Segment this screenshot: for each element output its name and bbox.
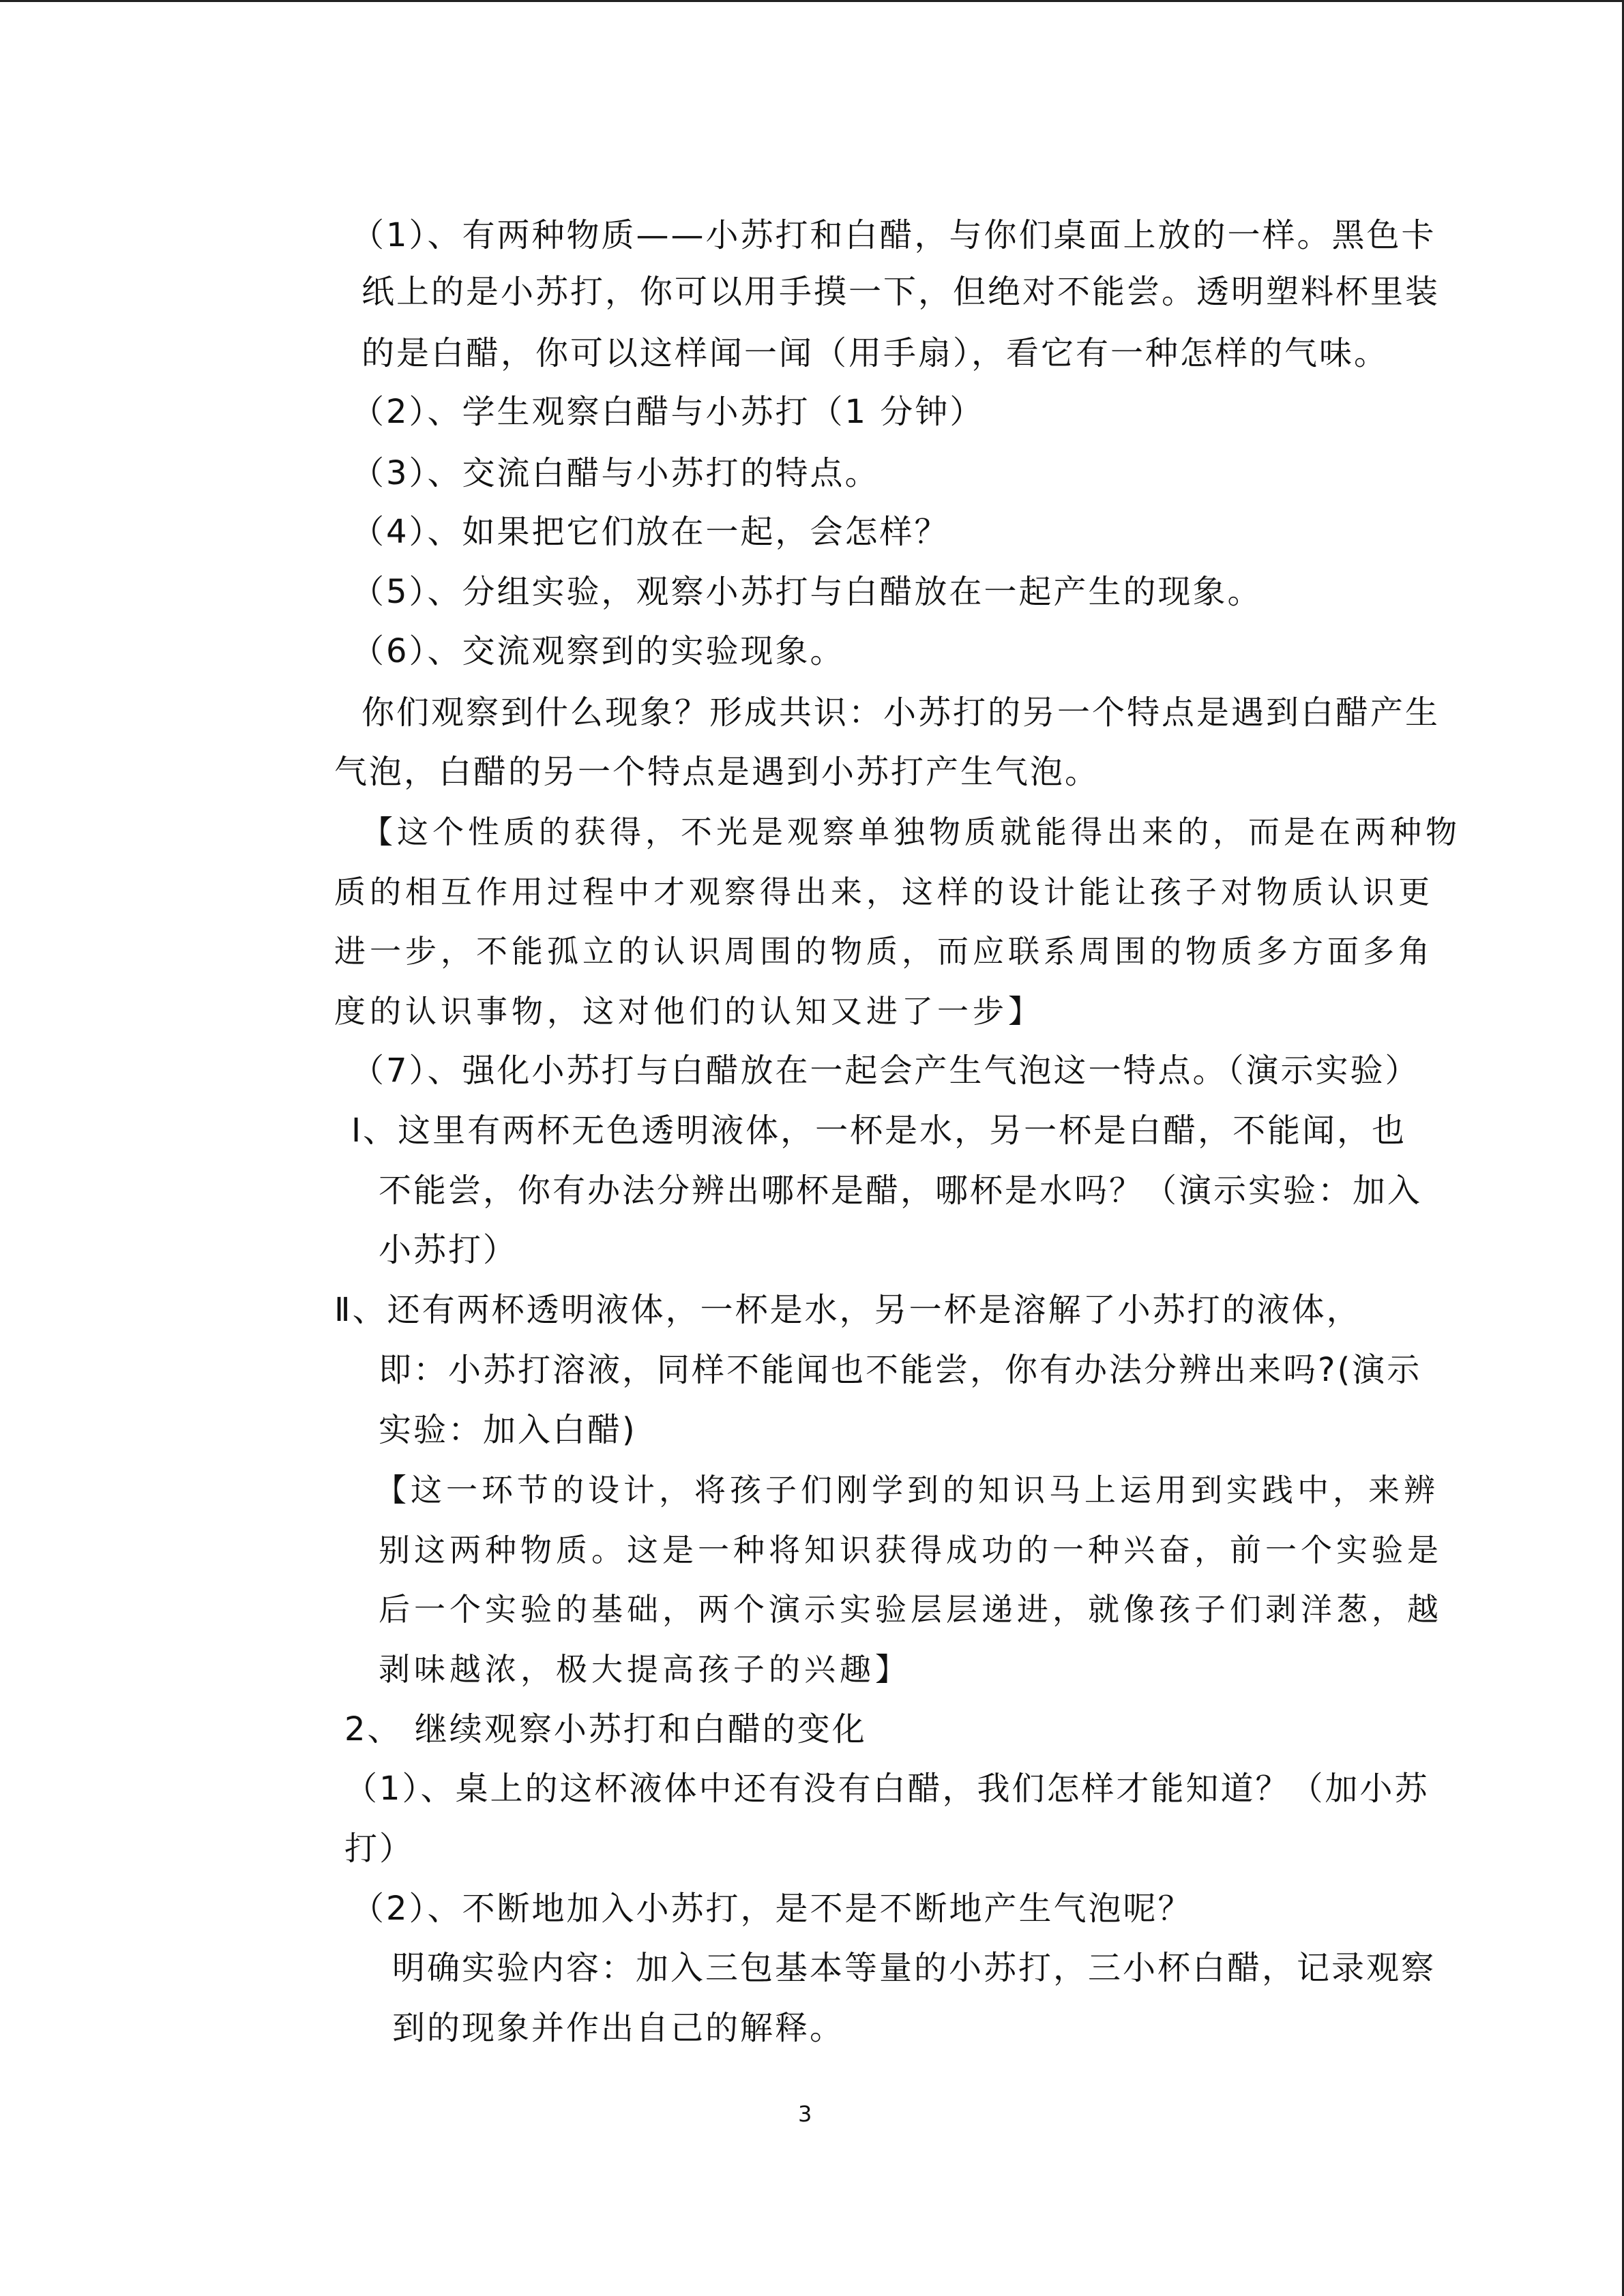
text-line: （7）、强化小苏打与白醋放在一起会产生气泡这一特点。（演示实验） (351, 1052, 1420, 1090)
text-line: Ⅰ、这里有两杯无色透明液体，一杯是水，另一杯是白醋，不能闻，也 (351, 1112, 1407, 1150)
text-line: （4）、如果把它们放在一起，会怎样？ (351, 513, 949, 551)
text-line: （1）、有两种物质——小苏打和白醋，与你们桌面上放的一样。黑色卡 (351, 216, 1436, 254)
annotation-line: 别这两种物质。这是一种将知识获得成功的一种兴奋，前一个实验是 (379, 1532, 1443, 1568)
text-line: 打） (344, 1830, 415, 1868)
annotation-line: 质的相互作用过程中才观察得出来，这样的设计能让孩子对物质认识更 (334, 874, 1434, 910)
text-line: 纸上的是小苏打，你可以用手摸一下，但绝对不能尝。透明塑料杯里装 (361, 273, 1441, 311)
annotation-line: 剥味越浓，极大提高孩子的兴趣】 (379, 1651, 911, 1688)
text-line: （2）、不断地加入小苏打，是不是不断地产生气泡呢？ (351, 1890, 1193, 1928)
annotation-line: 进一步，不能孤立的认识周围的物质，而应联系周围的物质多方面多角 (334, 933, 1434, 970)
annotation-line: 【这一环节的设计，将孩子们刚学到的知识马上运用到实践中，来辨 (375, 1472, 1439, 1508)
text-line: （6）、交流观察到的实验现象。 (351, 632, 845, 670)
text-line: 小苏打） (379, 1231, 518, 1269)
text-line: （2）、学生观察白醋与小苏打（1 分钟） (351, 393, 985, 431)
text-line: 即：小苏打溶液，同样不能闻也不能尝，你有办法分辨出来吗?(演示 (379, 1351, 1422, 1389)
text-line: Ⅱ、还有两杯透明液体，一杯是水，另一杯是溶解了小苏打的液体， (334, 1291, 1361, 1329)
section-heading: 2、 继续观察小苏打和白醋的变化 (344, 1710, 867, 1748)
text-line: （3）、交流白醋与小苏打的特点。 (351, 454, 880, 492)
text-line: 实验：加入白醋) (379, 1411, 637, 1449)
page-number: 3 (798, 2101, 812, 2127)
text-line: （1）、桌上的这杯液体中还有没有白醋，我们怎样才能知道？（加小苏 (344, 1770, 1430, 1808)
text-line: 你们观察到什么现象？形成共识：小苏打的另一个特点是遇到白醋产生 (361, 694, 1441, 732)
text-line: 不能尝，你有办法分辨出哪杯是醋，哪杯是水吗？（演示实验：加入 (379, 1172, 1423, 1210)
text-line: 明确实验内容：加入三包基本等量的小苏打，三小杯白醋，记录观察 (392, 1949, 1436, 1987)
text-line: 到的现象并作出自己的解释。 (392, 2009, 845, 2047)
text-line: （5）、分组实验，观察小苏打与白醋放在一起产生的现象。 (351, 573, 1263, 611)
text-line: 气泡，白醋的另一个特点是遇到小苏打产生气泡。 (334, 753, 1100, 791)
annotation-line: 后一个实验的基础，两个演示实验层层递进，就像孩子们剥洋葱，越 (379, 1591, 1443, 1628)
annotation-line: 【这个性质的获得，不光是观察单独物质就能得出来的，而是在两种物 (361, 814, 1461, 850)
text-line: 的是白醋，你可以这样闻一闻（用手扇），看它有一种怎样的气味。 (361, 334, 1389, 372)
annotation-line: 度的认识事物，这对他们的认知又进了一步】 (334, 993, 1044, 1030)
